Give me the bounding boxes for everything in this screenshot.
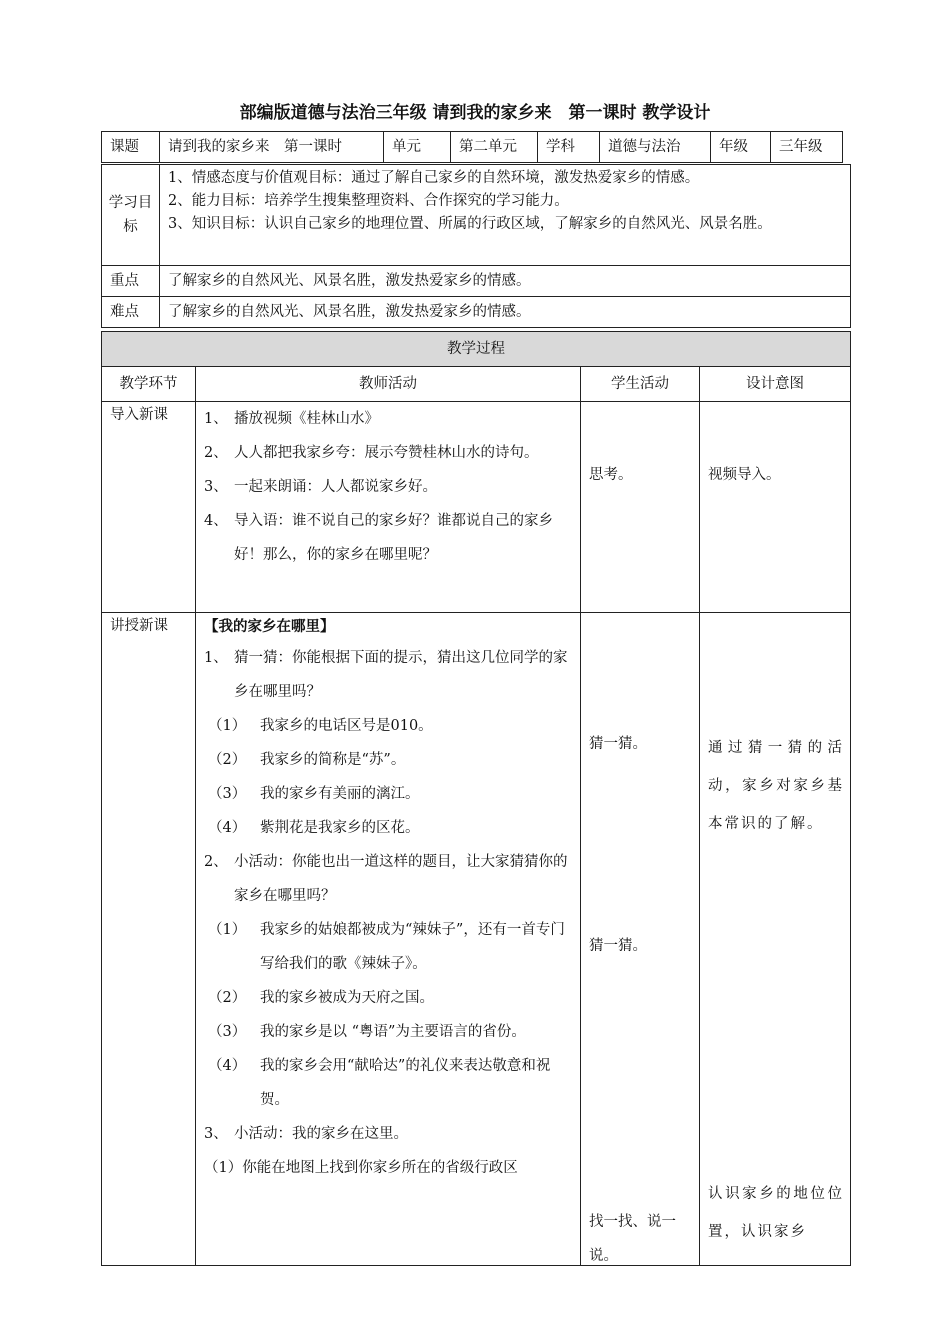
section-title: 【我的家乡在哪里】	[204, 619, 335, 635]
process-heading: 教学过程	[102, 332, 851, 367]
goals-label: 学习目标	[102, 165, 160, 266]
unit-value: 第二单元	[451, 132, 538, 163]
lesson-stage: 讲授新课	[102, 613, 196, 1266]
goal-item: 1、情感态度与价值观目标：通过了解自己家乡的自然环境，激发热爱家乡的情感。	[168, 170, 700, 186]
goals-table	[101, 164, 851, 328]
lesson-intent-2: 认识家乡的地位位置，认识家乡	[708, 1186, 844, 1240]
intro-student: 思考。	[581, 402, 700, 613]
topic-label: 课题	[102, 132, 160, 163]
lesson-student-1: 猜一猜。	[589, 736, 647, 752]
intro-stage: 导入新课	[102, 402, 196, 613]
list-item: 1、 播放视频《桂林山水》	[204, 411, 379, 427]
goal-item: 3、知识目标：认识自己家乡的地理位置、所属的行政区域，了解家乡的自然风光、风景名胜。	[168, 216, 772, 232]
goal-item: 2、能力目标：培养学生搜集整理资料、合作探究的学习能力。	[168, 193, 569, 209]
lesson-intent-1: 通过猜一猜的活动，家乡对家乡基本常识的了解。	[708, 740, 844, 832]
column-header: 教师活动	[196, 367, 581, 402]
list-item: 3、 小活动：我的家乡在这里。	[204, 1126, 408, 1142]
subject-label: 学科	[538, 132, 600, 163]
column-header: 设计意图	[700, 367, 851, 402]
sub-item: （1）你能在地图上找到你家乡所在的省级行政区	[204, 1160, 518, 1176]
key-point-text: 了解家乡的自然风光、风景名胜，激发热爱家乡的情感。	[160, 266, 851, 297]
sub-item: （4） 紫荆花是我家乡的区花。	[208, 820, 420, 836]
sub-item: （2） 我家乡的简称是“苏”。	[208, 752, 406, 768]
list-item: 4、 导入语：谁不说自己的家乡好？谁都说自己的家乡好！那么，你的家乡在哪里呢？	[204, 513, 553, 563]
sub-item: （1） 我家乡的姑娘都被成为“辣妹子”，还有一首专门写给我们的歌《辣妹子》。	[208, 922, 565, 972]
process-table	[101, 331, 851, 1266]
grade-label: 年级	[711, 132, 771, 163]
intro-intent: 视频导入。	[700, 402, 851, 613]
unit-label: 单元	[384, 132, 451, 163]
sub-item: （3） 我的家乡有美丽的漓江。	[208, 786, 420, 802]
header-table	[101, 131, 843, 163]
lesson-student-3: 找一找、说一说。	[589, 1214, 676, 1264]
key-point-label: 重点	[102, 266, 160, 297]
grade-value: 三年级	[771, 132, 843, 163]
list-item: 2、 小活动：你能也出一道这样的题目，让大家猜猜你的家乡在哪里吗？	[204, 854, 568, 904]
topic-value: 请到我的家乡来 第一课时	[160, 132, 384, 163]
difficult-point-text: 了解家乡的自然风光、风景名胜，激发热爱家乡的情感。	[160, 297, 851, 328]
page-title: 部编版道德与法治三年级 请到我的家乡来 第一课时 教学设计	[239, 103, 711, 123]
subject-value: 道德与法治	[600, 132, 711, 163]
sub-item: （1） 我家乡的电话区号是010。	[208, 718, 433, 734]
sub-item: （3） 我的家乡是以 “粤语”为主要语言的省份。	[208, 1024, 526, 1040]
lesson-student-2: 猜一猜。	[589, 938, 647, 954]
difficult-point-label: 难点	[102, 297, 160, 328]
list-item: 2、 人人都把我家乡夸：展示夸赞桂林山水的诗句。	[204, 445, 539, 461]
list-item: 1、 猜一猜：你能根据下面的提示，猜出这几位同学的家乡在哪里吗？	[204, 650, 568, 700]
sub-item: （2） 我的家乡被成为天府之国。	[208, 990, 434, 1006]
column-header: 教学环节	[102, 367, 196, 402]
sub-item: （4） 我的家乡会用“献哈达”的礼仪来表达敬意和祝贺。	[208, 1058, 551, 1108]
column-header: 学生活动	[581, 367, 700, 402]
list-item: 3、 一起来朗诵：人人都说家乡好。	[204, 479, 437, 495]
